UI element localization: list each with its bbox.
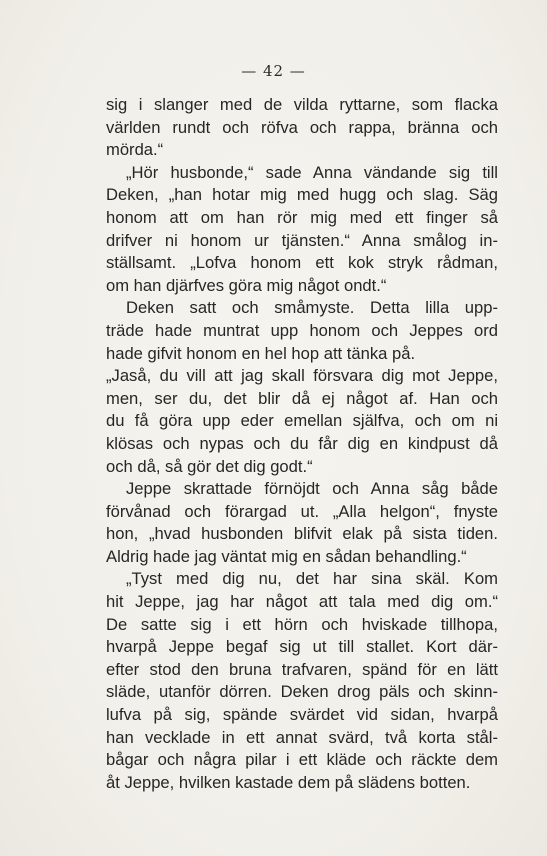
body-text xyxy=(106,94,498,794)
text-line: Aldrig hade jag väntat mig en sådan behandling.“ xyxy=(106,546,467,566)
text-line: drifver ni honom ur tjänsten.“ Anna smålog in- xyxy=(106,230,498,250)
text-line: hvarpå Jeppe begaf sig ut till stallet. Kort där- xyxy=(106,637,498,657)
page-number: — 42 — xyxy=(241,62,306,80)
text-line: „Tyst med dig nu, det har sina skäl. Kom xyxy=(126,569,498,589)
text-line: träde hade muntrat upp honom och Jeppes ord xyxy=(106,320,498,340)
text-line: åt Jeppe, hvilken kastade dem på slädens botten. xyxy=(106,772,471,792)
text-line: bågar och några pilar i ett kläde och räckte dem xyxy=(106,750,498,770)
text-line: men, ser du, det blir då ej något af. Han och xyxy=(106,388,498,408)
text-line: Deken, „han hotar mig med hugg och slag. Säg xyxy=(106,185,498,205)
text-line: släde, utanför dörren. Deken drog päls och skinn- xyxy=(106,682,498,702)
text-line: klösas och nypas och du får dig en kindpust då xyxy=(106,433,498,453)
text-line: sig i slanger med de vilda ryttarne, som flacka xyxy=(106,95,498,114)
text-line: ställsamt. „Lofva honom ett kok stryk rådman, xyxy=(106,253,498,273)
text-line: „Hör husbonde,“ sade Anna vändande sig till xyxy=(126,162,498,182)
text-line: honom att om han rör mig med ett finger så xyxy=(106,207,498,227)
text-line: han vecklade in ett annat svärd, två korta stål- xyxy=(106,727,498,747)
text-line: om han djärfves göra mig något ondt.“ xyxy=(106,275,387,295)
text-line: lufva på sig, spände svärdet vid sidan, hvarpå xyxy=(106,705,498,725)
text-line: förvånad och förargad ut. „Alla helgon“, fnyste xyxy=(106,501,498,521)
text-line: Jeppe skrattade förnöjdt och Anna såg både xyxy=(126,479,498,499)
text-line: hit Jeppe, jag har något att tala med dig om.“ xyxy=(106,592,498,612)
text-line: Deken satt och småmyste. Detta lilla upp- xyxy=(126,298,498,318)
text-line: hon, „hvad husbonden blifvit elak på sista tiden. xyxy=(106,524,498,544)
text-line: mörda.“ xyxy=(106,140,164,160)
text-line: och då, så gör det dig godt.“ xyxy=(106,456,313,476)
text-line: du få göra upp eder emellan själfva, och om ni xyxy=(106,411,498,431)
text-line: „Jaså, du vill att jag skall försvara dig mot Jeppe, xyxy=(106,366,498,386)
text-line: hade gifvit honom en hel hop att tänka på. xyxy=(106,343,416,363)
text-line: De satte sig i ett hörn och hviskade tillhopa, xyxy=(106,614,498,634)
text-line: efter stod den bruna trafvaren, spänd för en lätt xyxy=(106,659,498,679)
text-line: världen rundt och röfva och rappa, bränna och xyxy=(106,117,498,137)
